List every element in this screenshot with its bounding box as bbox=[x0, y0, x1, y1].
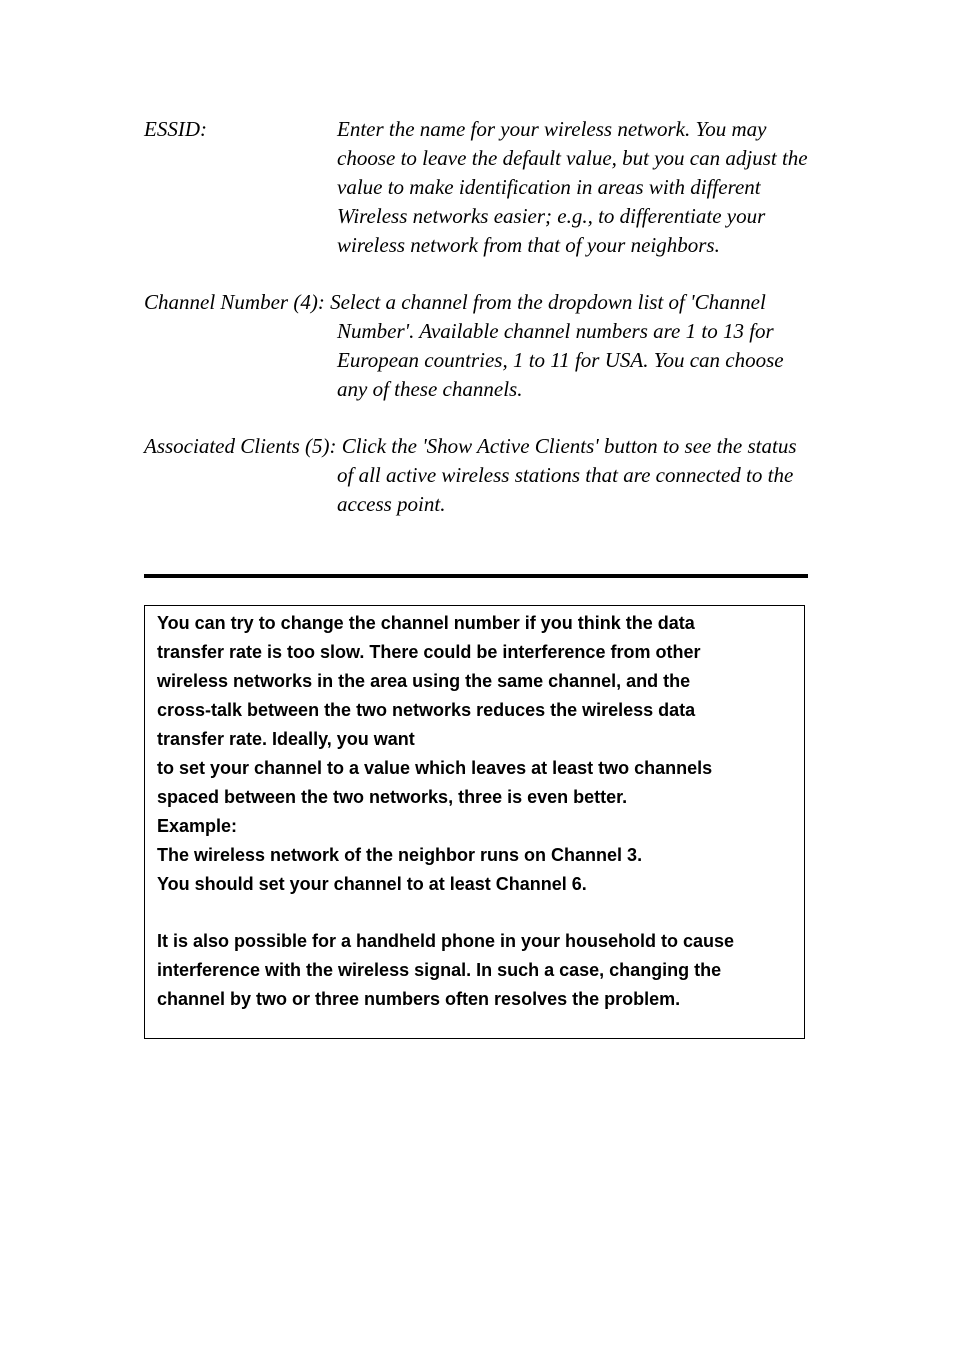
definition-description: Enter the name for your wireless network. You may choose to leave the default value, but you can adjust the value to make identification in areas with different Wireless networks easier; e.g., to differentiate your wireless network from that of your neighbors. bbox=[337, 117, 808, 257]
horizontal-divider bbox=[144, 574, 808, 578]
tip-line: transfer rate is too slow. There could be interference from other bbox=[157, 642, 701, 662]
definition-term: ESSID: bbox=[144, 117, 207, 141]
tip-line: transfer rate. Ideally, you want bbox=[157, 729, 415, 749]
paragraph-gap bbox=[157, 899, 797, 927]
definition-description: Select a channel from the dropdown list of 'Channel Number'. Available channel numbers are 1 to 13 for European countries, 1 to 11 for USA. You can choose any of these channels. bbox=[330, 290, 784, 401]
tip-line: You can try to change the channel number if you think the data bbox=[157, 613, 695, 633]
tip-line: channel by two or three numbers often resolves the problem. bbox=[157, 989, 681, 1009]
tip-line: spaced between the two networks, three is even better. bbox=[157, 787, 628, 807]
tip-line: You should set your channel to at least Channel 6. bbox=[157, 874, 587, 894]
tip-line: The wireless network of the neighbor runs on Channel 3. bbox=[157, 845, 643, 865]
tip-text bbox=[157, 609, 797, 1014]
tip-line: cross-talk between the two networks reduces the wireless data bbox=[157, 700, 696, 720]
tip-example-label: Example: bbox=[157, 816, 238, 836]
tip-line: wireless networks in the area using the same channel, and the bbox=[157, 671, 691, 691]
definition-channel-number bbox=[144, 288, 814, 404]
tip-box bbox=[144, 605, 805, 1039]
definition-term: Channel Number (4): bbox=[144, 290, 325, 314]
tip-line: to set your channel to a value which leaves at least two channels bbox=[157, 758, 713, 778]
definition-term: Associated Clients (5): bbox=[144, 434, 337, 458]
definition-description: Click the 'Show Active Clients' button to see the status of all active wireless stations that are connected to the access point. bbox=[337, 434, 797, 516]
definition-list bbox=[144, 115, 814, 519]
tip-line: interference with the wireless signal. In such a case, changing the bbox=[157, 960, 722, 980]
definition-associated-clients bbox=[144, 432, 814, 519]
tip-line: It is also possible for a handheld phone in your household to cause bbox=[157, 931, 735, 951]
definition-essid bbox=[144, 115, 814, 260]
